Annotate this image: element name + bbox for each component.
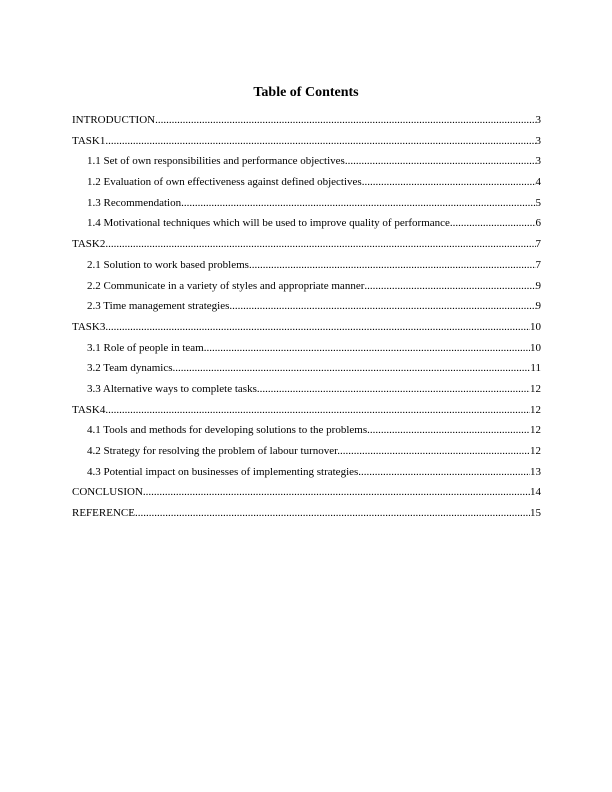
toc-entry-10[interactable] (72, 299, 541, 320)
toc-dot-leader (181, 196, 535, 210)
toc-page-number: 7 (535, 258, 541, 271)
toc-page-number: 15 (530, 507, 541, 520)
toc-dot-leader (345, 154, 536, 168)
toc-entry-6[interactable] (72, 216, 541, 237)
toc-page-number: 9 (535, 300, 541, 313)
toc-entry-text: 3.1 Role of people in team (87, 341, 204, 354)
toc-page-number: 3 (535, 155, 541, 168)
toc-dot-leader (249, 258, 536, 272)
toc-page-number: 3 (535, 114, 541, 126)
toc-entry-13[interactable] (72, 361, 541, 382)
toc-entry-17[interactable] (72, 444, 541, 465)
toc-entry-1[interactable] (72, 113, 541, 134)
toc-dot-leader (450, 216, 536, 230)
toc-entry-text: 4.1 Tools and methods for developing solutions to the problems (87, 424, 368, 437)
toc-entry-text: 1.4 Motivational techniques which will be used to improve quality of performance (87, 217, 450, 230)
toc-entry-text: 3.3 Alternative ways to complete tasks (87, 382, 257, 395)
toc-dot-leader (257, 382, 530, 396)
toc-entry-text: 1.3 Recommendation (87, 196, 182, 209)
toc-page-number: 10 (530, 341, 541, 354)
toc-entry-2[interactable] (72, 134, 541, 155)
toc-entry-text: REFERENCE (72, 507, 135, 520)
toc-dot-leader (367, 423, 530, 437)
toc-entry-20[interactable] (72, 506, 541, 527)
toc-page-number: 14 (530, 486, 541, 499)
toc-entry-14[interactable] (72, 382, 541, 403)
toc-dot-leader (362, 175, 536, 189)
toc-entry-text: 1.2 Evaluation of own effectiveness against defined objectives (87, 176, 362, 189)
toc-entry-text: CONCLUSION (72, 486, 143, 499)
toc-dot-leader (105, 237, 535, 251)
toc-entry-4[interactable] (72, 175, 541, 196)
toc-entry-11[interactable] (72, 320, 541, 341)
toc-page-number: 3 (535, 134, 541, 147)
toc-entry-text: TASK3 (72, 320, 106, 333)
toc-entry-5[interactable] (72, 196, 541, 217)
toc-dot-leader (105, 134, 535, 148)
toc-dot-leader (105, 403, 530, 417)
toc-dot-leader (204, 341, 530, 355)
toc-entry-text: TASK4 (72, 403, 106, 416)
toc-entry-text: TASK2 (72, 238, 106, 251)
toc-entry-3[interactable] (72, 154, 541, 175)
toc-page-number: 11 (530, 362, 541, 375)
toc-page-number: 6 (535, 217, 541, 230)
toc-entry-12[interactable] (72, 341, 541, 362)
toc-dot-leader (105, 320, 530, 334)
toc-page-number: 13 (530, 465, 541, 478)
toc-entry-15[interactable] (72, 403, 541, 424)
toc-dot-leader (135, 506, 530, 520)
toc-dot-leader (361, 465, 530, 479)
toc-entry-16[interactable] (72, 423, 541, 444)
toc-page-number: 10 (530, 320, 541, 333)
toc-dot-leader (172, 361, 530, 375)
toc-page-number: 12 (530, 403, 541, 416)
toc-entry-text: 3.2 Team dynamics (87, 362, 173, 375)
toc-page-number: 12 (530, 424, 541, 437)
toc-page-number: 7 (535, 238, 541, 251)
toc-entry-7[interactable] (72, 237, 541, 258)
toc-dot-leader (155, 113, 535, 127)
toc-dot-leader (340, 444, 530, 458)
toc-entry-18[interactable] (72, 465, 541, 486)
toc-entry-text: 4.3 Potential impact on businesses of implementing strategies. (87, 465, 362, 478)
toc-entry-text: 2.3 Time management strategies (87, 300, 230, 313)
toc-page-number: 5 (535, 196, 541, 209)
toc-dot-leader (143, 485, 530, 499)
toc-page-number: 12 (530, 382, 541, 395)
toc-entry-text: 4.2 Strategy for resolving the problem of labour turnover. (87, 445, 340, 457)
toc-entry-text: 2.1 Solution to work based problems (87, 258, 249, 271)
toc-entry-text: 1.1 Set of own responsibilities and performance objectives (87, 155, 345, 168)
toc-entry-8[interactable] (72, 258, 541, 279)
toc-dot-leader (364, 279, 535, 293)
toc-entry-text: INTRODUCTION (72, 114, 156, 126)
toc-entry-text: TASK1 (72, 134, 106, 147)
toc-dot-leader (229, 299, 535, 313)
toc-entry-9[interactable] (72, 279, 541, 300)
toc-page-number: 9 (535, 279, 541, 292)
toc-entry-19[interactable] (72, 485, 541, 506)
toc-title: Table of Contents (253, 85, 359, 100)
toc-entry-text: 2.2 Communicate in a variety of styles and appropriate manner (87, 279, 365, 292)
toc-page-number: 4 (535, 176, 541, 189)
toc-page-number: 12 (530, 445, 541, 457)
toc-list (72, 113, 541, 527)
